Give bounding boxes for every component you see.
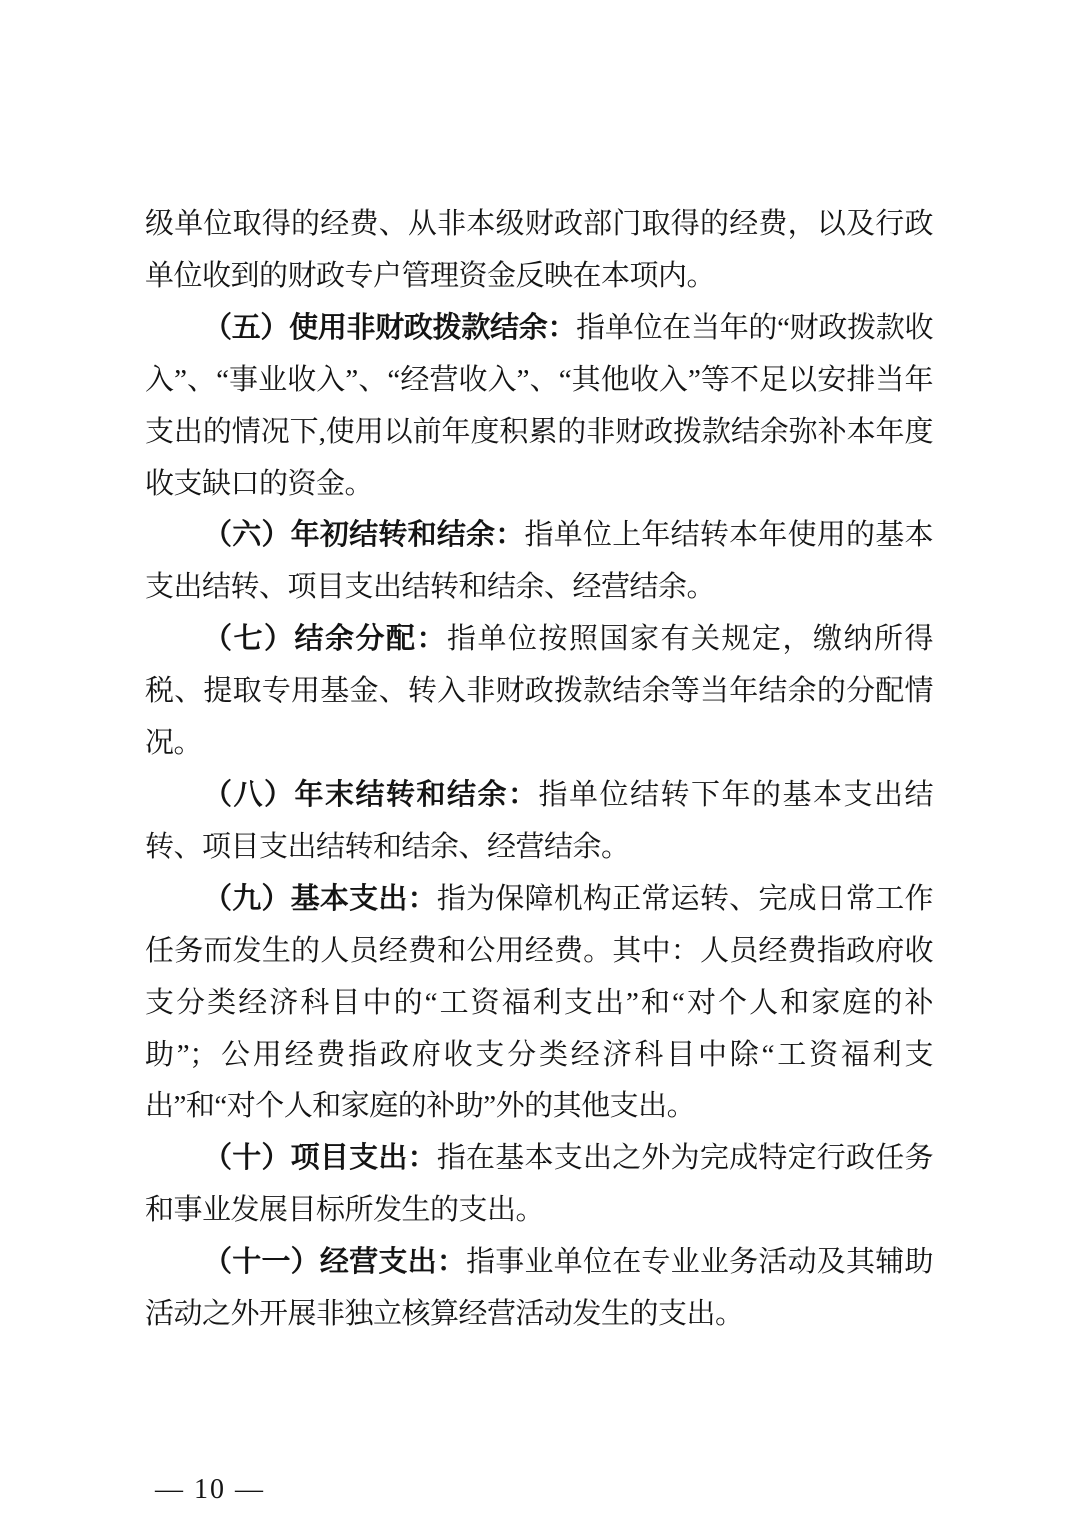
paragraph-item-10 xyxy=(145,1133,933,1237)
paragraph-text: 指在基本支出之外为完成特定行政任务和事业发展目标所发生的支出。 xyxy=(145,1142,933,1227)
paragraph-item-6 xyxy=(145,510,933,614)
paragraph-text: 指单位结转下年的基本支出结转、项目支出结转和结余、经营结余。 xyxy=(145,778,933,863)
paragraph-item-8 xyxy=(145,770,933,874)
paragraph-item-11 xyxy=(145,1237,933,1341)
paragraph-item-5 xyxy=(145,303,933,511)
paragraph-text: 指单位按照国家有关规定，缴纳所得税、提取专用基金、转入非财政拨款结余等当年结余的分配情况。 xyxy=(145,623,933,760)
term-label: （九）基本支出： xyxy=(203,882,437,915)
document-body xyxy=(145,199,933,1341)
paragraph-text: 指为保障机构正常运转、完成日常工作任务而发生的人员经费和公用经费。其中：人员经费指政府收支分类经济科目中的“工资福利支出”和“对个人和家庭的补助”；公用经费指政府收支分类经济科目中除“工资福利支出”和“对个人和家庭的补助”外的其他支出。 xyxy=(145,882,933,1123)
paragraph-continuation xyxy=(145,199,933,303)
paragraph-text: 指单位在当年的“财政拨款收入”、“事业收入”、“经营收入”、“其他收入”等不足以安排当年支出的情况下,使用以前年度积累的非财政拨款结余弥补本年度收支缺口的资金。 xyxy=(145,311,933,500)
term-label: （十一）经营支出： xyxy=(203,1246,467,1279)
term-label: （十）项目支出： xyxy=(203,1142,437,1175)
page-number: — 10 — xyxy=(155,1474,265,1505)
term-label: （六）年初结转和结余： xyxy=(203,519,525,552)
paragraph-text: 指单位上年结转本年使用的基本支出结转、项目支出结转和结余、经营结余。 xyxy=(145,519,933,604)
page-footer xyxy=(155,1464,265,1516)
paragraph-text: 指事业单位在专业业务活动及其辅助活动之外开展非独立核算经营活动发生的支出。 xyxy=(145,1246,933,1331)
paragraph-item-7 xyxy=(145,614,933,770)
term-label: （五）使用非财政拨款结余： xyxy=(203,311,577,344)
paragraph-text: 级单位取得的经费、从非本级财政部门取得的经费，以及行政单位收到的财政专户管理资金反映在本项内。 xyxy=(145,208,933,292)
term-label: （七）结余分配： xyxy=(203,623,447,656)
term-label: （八）年末结转和结余： xyxy=(203,778,539,811)
paragraph-item-9 xyxy=(145,874,933,1134)
